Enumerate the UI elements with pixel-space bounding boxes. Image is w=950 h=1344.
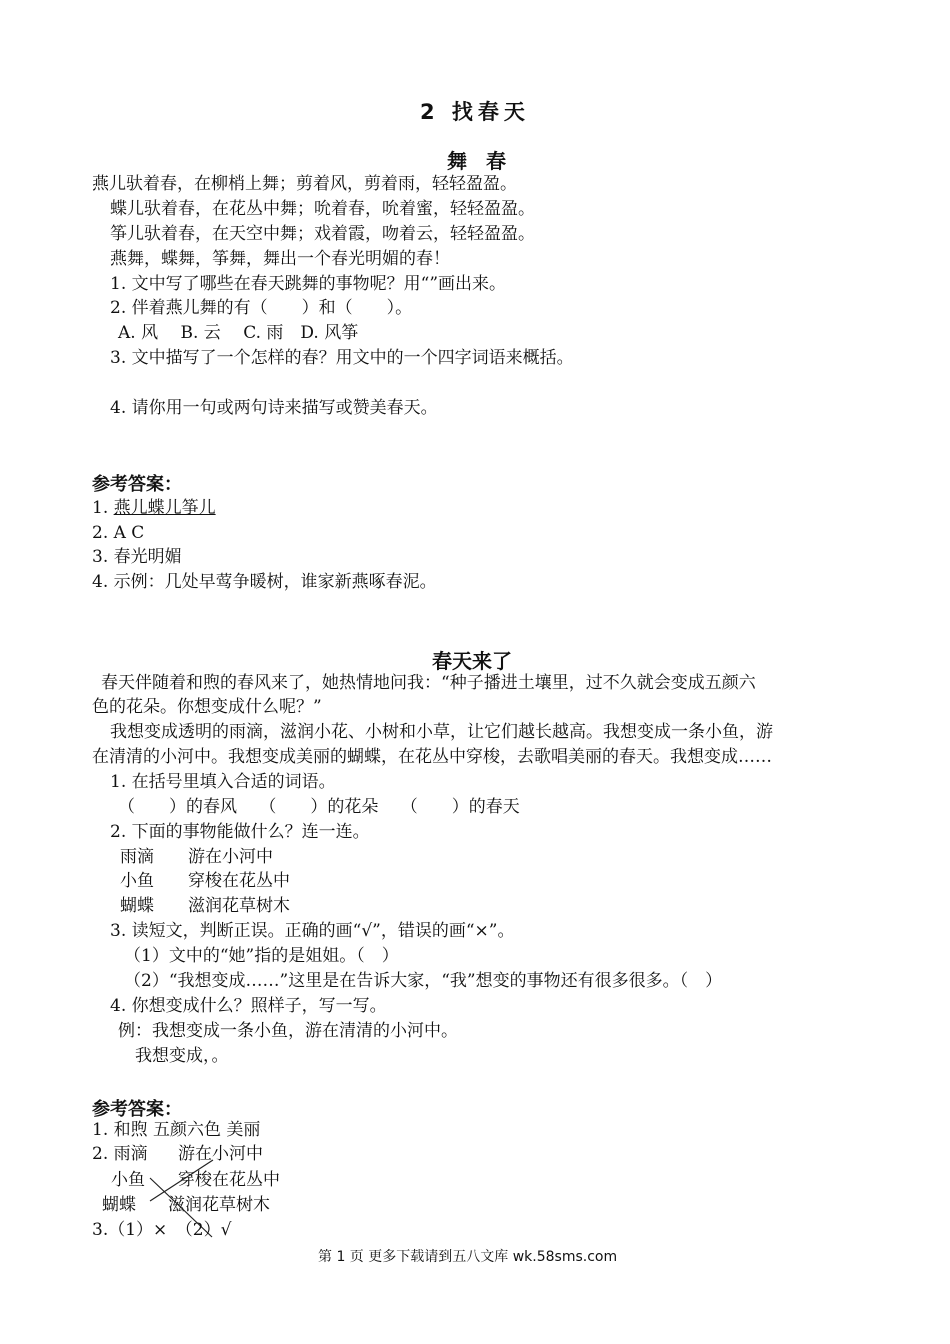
question-3-item-1: （1）文中的“她”指的是姐姐。（ ） — [124, 946, 399, 966]
answer-2-right: 游在小河中 — [178, 1144, 263, 1164]
answer-3: 3.（1）× （2）√ — [92, 1220, 232, 1240]
match-right-item: 游在小河中 — [188, 847, 273, 867]
section-heading-wuchun: 舞 春 — [447, 149, 512, 173]
answer-1: 1. 和煦 五颜六色 美丽 — [92, 1120, 261, 1140]
answer-3: 3. 春光明媚 — [92, 547, 182, 567]
question-2: 2. 伴着燕儿舞的有（ ）和（ ）。 — [110, 298, 413, 318]
question-3: 3. 读短文，判断正误。正确的画“√”，错误的画“×”。 — [110, 921, 515, 941]
question-1: 1. 在括号里填入合适的词语。 — [110, 772, 336, 792]
answer-2: 2. A C — [92, 523, 145, 543]
match-line — [150, 1160, 213, 1201]
answer-number: 1. — [92, 498, 114, 518]
answer-2-left: 小鱼 — [111, 1170, 145, 1190]
question-1-blanks: （ ）的春风 （ ）的花朵 （ ）的春天 — [118, 797, 520, 817]
question-4-fill: 我想变成，。 — [135, 1046, 229, 1066]
question-4-example: 例：我想变成一条小鱼，游在清清的小河中。 — [118, 1021, 458, 1041]
answers-heading: 参考答案： — [92, 474, 182, 495]
question-3-item-2: （2）“我想变成……”这里是在告诉大家，“我”想变的事物还有很多很多。（ ） — [124, 971, 723, 991]
match-left-item: 蝴蝶 — [120, 896, 154, 916]
passage-line: 燕舞，蝶舞，筝舞，舞出一个春光明媚的春！ — [110, 249, 450, 269]
page-title: 2 找春天 — [420, 100, 530, 124]
page-footer: 第 1 页 更多下载请到五八文库 wk.58sms.com — [318, 1249, 618, 1265]
answer-2-left: 2. 雨滴 — [92, 1144, 148, 1164]
passage-line: 色的花朵。你想变成什么呢？” — [92, 697, 322, 717]
passage-line: 燕儿驮着春，在柳梢上舞；剪着风，剪着雨，轻轻盈盈。 — [92, 174, 517, 194]
match-left-item: 小鱼 — [120, 871, 154, 891]
question-2: 2. 下面的事物能做什么？连一连。 — [110, 822, 370, 842]
question-1: 1. 文中写了哪些在春天跳舞的事物呢？用“”画出来。 — [110, 274, 507, 294]
match-right-item: 滋润花草树木 — [188, 896, 290, 916]
answers-heading: 参考答案： — [92, 1099, 182, 1120]
answer-2-right: 滋润花草树木 — [168, 1195, 270, 1215]
passage-line: 春天伴随着和煦的春风来了，她热情地问我：“种子播进土壤里，过不久就会变成五颜六 — [101, 673, 756, 693]
section-heading-chuntian: 春天来了 — [432, 649, 512, 673]
match-left-item: 雨滴 — [120, 847, 154, 867]
passage-line: 我想变成透明的雨滴，滋润小花、小树和小草，让它们越长越高。我想变成一条小鱼，游 — [110, 722, 773, 742]
answer-1-underlined: 燕儿蝶儿筝儿 — [113, 498, 216, 518]
passage-line: 蝶儿驮着春，在花丛中舞；吮着春，吮着蜜，轻轻盈盈。 — [110, 199, 535, 219]
passage-line: 在清清的小河中。我想变成美丽的蝴蝶，在花丛中穿梭，去歌唱美丽的春天。我想变成…… — [92, 747, 772, 767]
question-4: 4. 请你用一句或两句诗来描写或赞美春天。 — [110, 398, 438, 418]
match-right-item: 穿梭在花丛中 — [188, 871, 290, 891]
question-2-options: A. 风 B. 云 C. 雨 D. 风筝 — [118, 323, 359, 343]
answer-2-left: 蝴蝶 — [102, 1195, 136, 1215]
answer-2-right: 穿梭在花丛中 — [178, 1170, 280, 1190]
question-3: 3. 文中描写了一个怎样的春？用文中的一个四字词语来概括。 — [110, 348, 574, 368]
question-4: 4. 你想变成什么？照样子，写一写。 — [110, 996, 387, 1016]
passage-line: 筝儿驮着春，在天空中舞；戏着霞，吻着云，轻轻盈盈。 — [110, 224, 535, 244]
answer-4: 4. 示例：几处早莺争暖树，谁家新燕啄春泥。 — [92, 572, 437, 592]
